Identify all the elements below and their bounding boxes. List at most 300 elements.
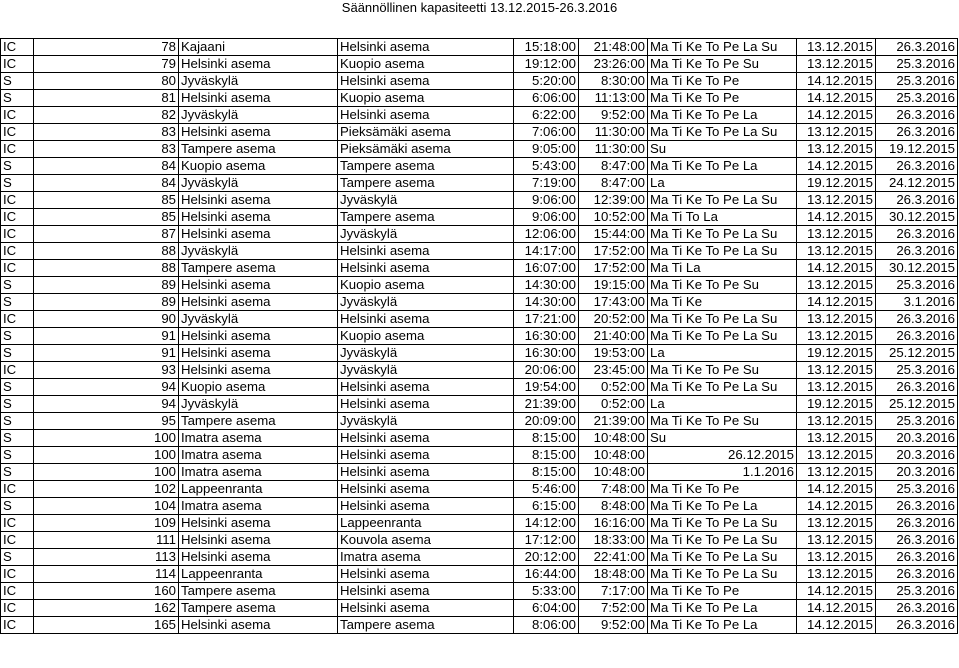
valid-to-cell: 26.3.2016 — [876, 226, 958, 243]
valid-from-cell: 13.12.2015 — [797, 124, 876, 141]
valid-from-cell: 14.12.2015 — [797, 107, 876, 124]
arrival-cell: 18:48:00 — [579, 566, 648, 583]
train-type-cell: S — [1, 447, 34, 464]
origin-cell: Imatra asema — [179, 430, 338, 447]
train-number-cell: 78 — [34, 39, 179, 56]
origin-cell: Jyväskylä — [179, 107, 338, 124]
origin-cell: Helsinki asema — [179, 345, 338, 362]
departure-cell: 14:12:00 — [514, 515, 579, 532]
operating-days-cell: Ma Ti Ke To Pe — [648, 73, 797, 90]
operating-days-cell: Ma Ti Ke To Pe La — [648, 600, 797, 617]
valid-from-cell: 13.12.2015 — [797, 328, 876, 345]
train-number-cell: 109 — [34, 515, 179, 532]
valid-to-cell: 25.3.2016 — [876, 413, 958, 430]
operating-days-cell: Ma Ti Ke To Pe La Su — [648, 311, 797, 328]
destination-cell: Jyväskylä — [338, 345, 514, 362]
operating-days-cell: La — [648, 396, 797, 413]
valid-from-cell: 13.12.2015 — [797, 39, 876, 56]
train-number-cell: 100 — [34, 447, 179, 464]
origin-cell: Lappeenranta — [179, 566, 338, 583]
train-number-cell: 90 — [34, 311, 179, 328]
departure-cell: 8:15:00 — [514, 464, 579, 481]
train-type-cell: IC — [1, 226, 34, 243]
table-row — [1, 583, 958, 600]
destination-cell: Imatra asema — [338, 549, 514, 566]
table-row — [1, 600, 958, 617]
valid-to-cell: 25.3.2016 — [876, 583, 958, 600]
train-number-cell: 82 — [34, 107, 179, 124]
origin-cell: Helsinki asema — [179, 532, 338, 549]
table-row — [1, 209, 958, 226]
table-row — [1, 328, 958, 345]
valid-from-cell: 13.12.2015 — [797, 379, 876, 396]
table-row — [1, 56, 958, 73]
origin-cell: Tampere asema — [179, 141, 338, 158]
destination-cell: Helsinki asema — [338, 600, 514, 617]
arrival-cell: 7:52:00 — [579, 600, 648, 617]
arrival-cell: 7:48:00 — [579, 481, 648, 498]
operating-days-cell: La — [648, 345, 797, 362]
departure-cell: 14:30:00 — [514, 277, 579, 294]
valid-to-cell: 30.12.2015 — [876, 209, 958, 226]
valid-to-cell: 26.3.2016 — [876, 311, 958, 328]
valid-to-cell: 26.3.2016 — [876, 158, 958, 175]
operating-days-cell: Su — [648, 141, 797, 158]
train-type-cell: IC — [1, 192, 34, 209]
train-number-cell: 102 — [34, 481, 179, 498]
valid-from-cell: 13.12.2015 — [797, 192, 876, 209]
train-number-cell: 93 — [34, 362, 179, 379]
valid-from-cell: 14.12.2015 — [797, 583, 876, 600]
operating-days-cell: Ma Ti Ke To Pe Su — [648, 413, 797, 430]
train-type-cell: S — [1, 464, 34, 481]
train-type-cell: S — [1, 345, 34, 362]
table-row — [1, 413, 958, 430]
valid-to-cell: 19.12.2015 — [876, 141, 958, 158]
table-row — [1, 345, 958, 362]
train-type-cell: IC — [1, 532, 34, 549]
valid-from-cell: 13.12.2015 — [797, 464, 876, 481]
origin-cell: Jyväskylä — [179, 311, 338, 328]
origin-cell: Helsinki asema — [179, 209, 338, 226]
valid-from-cell: 14.12.2015 — [797, 90, 876, 107]
destination-cell: Helsinki asema — [338, 73, 514, 90]
train-type-cell: IC — [1, 39, 34, 56]
destination-cell: Jyväskylä — [338, 192, 514, 209]
origin-cell: Kuopio asema — [179, 158, 338, 175]
departure-cell: 19:12:00 — [514, 56, 579, 73]
destination-cell: Tampere asema — [338, 158, 514, 175]
arrival-cell: 17:52:00 — [579, 243, 648, 260]
destination-cell: Tampere asema — [338, 617, 514, 634]
arrival-cell: 7:17:00 — [579, 583, 648, 600]
operating-days-cell: Ma Ti Ke To Pe La Su — [648, 226, 797, 243]
origin-cell: Jyväskylä — [179, 175, 338, 192]
valid-to-cell: 26.3.2016 — [876, 532, 958, 549]
table-row — [1, 464, 958, 481]
operating-days-cell: Ma Ti Ke To Pe — [648, 481, 797, 498]
table-row — [1, 73, 958, 90]
operating-days-cell: Ma Ti Ke To Pe La Su — [648, 192, 797, 209]
departure-cell: 17:12:00 — [514, 532, 579, 549]
operating-days-cell: Ma Ti Ke To Pe La Su — [648, 566, 797, 583]
train-type-cell: IC — [1, 311, 34, 328]
valid-from-cell: 13.12.2015 — [797, 56, 876, 73]
arrival-cell: 10:48:00 — [579, 464, 648, 481]
arrival-cell: 8:30:00 — [579, 73, 648, 90]
departure-cell: 6:15:00 — [514, 498, 579, 515]
valid-to-cell: 26.3.2016 — [876, 379, 958, 396]
arrival-cell: 10:52:00 — [579, 209, 648, 226]
arrival-cell: 19:15:00 — [579, 277, 648, 294]
table-row — [1, 277, 958, 294]
destination-cell: Helsinki asema — [338, 260, 514, 277]
train-number-cell: 114 — [34, 566, 179, 583]
departure-cell: 5:33:00 — [514, 583, 579, 600]
valid-to-cell: 26.3.2016 — [876, 243, 958, 260]
origin-cell: Jyväskylä — [179, 73, 338, 90]
operating-days-cell: Ma Ti Ke To Pe — [648, 583, 797, 600]
departure-cell: 16:44:00 — [514, 566, 579, 583]
train-type-cell: S — [1, 90, 34, 107]
operating-days-cell: Ma Ti La — [648, 260, 797, 277]
arrival-cell: 9:52:00 — [579, 617, 648, 634]
train-type-cell: IC — [1, 583, 34, 600]
destination-cell: Helsinki asema — [338, 481, 514, 498]
table-row — [1, 192, 958, 209]
train-number-cell: 83 — [34, 124, 179, 141]
train-number-cell: 113 — [34, 549, 179, 566]
arrival-cell: 0:52:00 — [579, 396, 648, 413]
origin-cell: Tampere asema — [179, 600, 338, 617]
valid-from-cell: 13.12.2015 — [797, 362, 876, 379]
table-row — [1, 158, 958, 175]
departure-cell: 16:30:00 — [514, 345, 579, 362]
arrival-cell: 17:43:00 — [579, 294, 648, 311]
valid-to-cell: 25.12.2015 — [876, 345, 958, 362]
departure-cell: 7:19:00 — [514, 175, 579, 192]
valid-from-cell: 14.12.2015 — [797, 294, 876, 311]
train-number-cell: 111 — [34, 532, 179, 549]
destination-cell: Kouvola asema — [338, 532, 514, 549]
operating-days-cell: Ma Ti Ke To Pe La — [648, 158, 797, 175]
departure-cell: 8:15:00 — [514, 430, 579, 447]
operating-days-cell: 1.1.2016 — [648, 464, 797, 481]
train-number-cell: 85 — [34, 209, 179, 226]
valid-to-cell: 20.3.2016 — [876, 464, 958, 481]
arrival-cell: 11:30:00 — [579, 141, 648, 158]
origin-cell: Helsinki asema — [179, 294, 338, 311]
valid-from-cell: 19.12.2015 — [797, 396, 876, 413]
destination-cell: Helsinki asema — [338, 311, 514, 328]
table-row — [1, 226, 958, 243]
train-number-cell: 87 — [34, 226, 179, 243]
train-number-cell: 94 — [34, 396, 179, 413]
valid-to-cell: 25.3.2016 — [876, 277, 958, 294]
departure-cell: 17:21:00 — [514, 311, 579, 328]
departure-cell: 20:12:00 — [514, 549, 579, 566]
train-number-cell: 80 — [34, 73, 179, 90]
origin-cell: Tampere asema — [179, 583, 338, 600]
destination-cell: Helsinki asema — [338, 39, 514, 56]
table-row — [1, 566, 958, 583]
table-row — [1, 141, 958, 158]
train-number-cell: 89 — [34, 277, 179, 294]
origin-cell: Jyväskylä — [179, 243, 338, 260]
origin-cell: Helsinki asema — [179, 277, 338, 294]
table-row — [1, 107, 958, 124]
train-type-cell: S — [1, 328, 34, 345]
arrival-cell: 23:26:00 — [579, 56, 648, 73]
valid-from-cell: 14.12.2015 — [797, 73, 876, 90]
arrival-cell: 16:16:00 — [579, 515, 648, 532]
origin-cell: Helsinki asema — [179, 362, 338, 379]
origin-cell: Helsinki asema — [179, 192, 338, 209]
table-row — [1, 39, 958, 56]
train-number-cell: 88 — [34, 243, 179, 260]
operating-days-cell: Ma Ti Ke To Pe La Su — [648, 379, 797, 396]
departure-cell: 8:15:00 — [514, 447, 579, 464]
table-row — [1, 498, 958, 515]
destination-cell: Tampere asema — [338, 209, 514, 226]
valid-to-cell: 25.3.2016 — [876, 90, 958, 107]
destination-cell: Kuopio asema — [338, 56, 514, 73]
train-type-cell: S — [1, 498, 34, 515]
table-row — [1, 311, 958, 328]
arrival-cell: 8:48:00 — [579, 498, 648, 515]
schedule-body — [1, 39, 958, 634]
origin-cell: Helsinki asema — [179, 617, 338, 634]
train-number-cell: 83 — [34, 141, 179, 158]
valid-to-cell: 30.12.2015 — [876, 260, 958, 277]
origin-cell: Helsinki asema — [179, 56, 338, 73]
departure-cell: 21:39:00 — [514, 396, 579, 413]
destination-cell: Tampere asema — [338, 175, 514, 192]
valid-to-cell: 25.3.2016 — [876, 56, 958, 73]
train-type-cell: IC — [1, 617, 34, 634]
destination-cell: Helsinki asema — [338, 566, 514, 583]
train-type-cell: S — [1, 430, 34, 447]
destination-cell: Jyväskylä — [338, 362, 514, 379]
table-row — [1, 447, 958, 464]
train-type-cell: S — [1, 175, 34, 192]
table-row — [1, 294, 958, 311]
train-type-cell: IC — [1, 124, 34, 141]
operating-days-cell: Ma Ti Ke To Pe La — [648, 498, 797, 515]
valid-from-cell: 13.12.2015 — [797, 141, 876, 158]
destination-cell: Helsinki asema — [338, 396, 514, 413]
departure-cell: 14:30:00 — [514, 294, 579, 311]
table-row — [1, 481, 958, 498]
train-type-cell: IC — [1, 481, 34, 498]
train-number-cell: 94 — [34, 379, 179, 396]
valid-from-cell: 14.12.2015 — [797, 209, 876, 226]
table-row — [1, 260, 958, 277]
valid-from-cell: 13.12.2015 — [797, 549, 876, 566]
valid-from-cell: 13.12.2015 — [797, 226, 876, 243]
valid-to-cell: 26.3.2016 — [876, 107, 958, 124]
table-row — [1, 396, 958, 413]
valid-from-cell: 13.12.2015 — [797, 311, 876, 328]
valid-from-cell: 13.12.2015 — [797, 413, 876, 430]
departure-cell: 16:30:00 — [514, 328, 579, 345]
departure-cell: 9:06:00 — [514, 209, 579, 226]
table-row — [1, 362, 958, 379]
origin-cell: Kajaani — [179, 39, 338, 56]
departure-cell: 14:17:00 — [514, 243, 579, 260]
destination-cell: Helsinki asema — [338, 107, 514, 124]
operating-days-cell: Ma Ti Ke To Pe La — [648, 617, 797, 634]
arrival-cell: 23:45:00 — [579, 362, 648, 379]
destination-cell: Helsinki asema — [338, 430, 514, 447]
train-number-cell: 100 — [34, 430, 179, 447]
valid-to-cell: 24.12.2015 — [876, 175, 958, 192]
train-type-cell: S — [1, 396, 34, 413]
origin-cell: Tampere asema — [179, 260, 338, 277]
departure-cell: 8:06:00 — [514, 617, 579, 634]
train-type-cell: S — [1, 549, 34, 566]
destination-cell: Helsinki asema — [338, 583, 514, 600]
operating-days-cell: Ma Ti Ke To Pe La — [648, 107, 797, 124]
valid-to-cell: 26.3.2016 — [876, 124, 958, 141]
origin-cell: Helsinki asema — [179, 515, 338, 532]
operating-days-cell: Ma Ti Ke — [648, 294, 797, 311]
table-row — [1, 617, 958, 634]
arrival-cell: 9:52:00 — [579, 107, 648, 124]
table-row — [1, 532, 958, 549]
train-number-cell: 81 — [34, 90, 179, 107]
arrival-cell: 17:52:00 — [579, 260, 648, 277]
valid-from-cell: 14.12.2015 — [797, 617, 876, 634]
valid-to-cell: 26.3.2016 — [876, 600, 958, 617]
operating-days-cell: Ma Ti To La — [648, 209, 797, 226]
valid-to-cell: 3.1.2016 — [876, 294, 958, 311]
valid-to-cell: 26.3.2016 — [876, 192, 958, 209]
valid-from-cell: 13.12.2015 — [797, 532, 876, 549]
train-type-cell: IC — [1, 141, 34, 158]
destination-cell: Lappeenranta — [338, 515, 514, 532]
valid-to-cell: 26.3.2016 — [876, 549, 958, 566]
departure-cell: 20:06:00 — [514, 362, 579, 379]
train-type-cell: IC — [1, 600, 34, 617]
valid-from-cell: 14.12.2015 — [797, 498, 876, 515]
valid-from-cell: 13.12.2015 — [797, 515, 876, 532]
destination-cell: Helsinki asema — [338, 447, 514, 464]
train-type-cell: S — [1, 277, 34, 294]
origin-cell: Imatra asema — [179, 498, 338, 515]
origin-cell: Imatra asema — [179, 447, 338, 464]
train-number-cell: 104 — [34, 498, 179, 515]
train-type-cell: S — [1, 413, 34, 430]
departure-cell: 6:04:00 — [514, 600, 579, 617]
departure-cell: 9:05:00 — [514, 141, 579, 158]
operating-days-cell: Ma Ti Ke To Pe Su — [648, 56, 797, 73]
destination-cell: Helsinki asema — [338, 243, 514, 260]
destination-cell: Jyväskylä — [338, 226, 514, 243]
operating-days-cell: Ma Ti Ke To Pe — [648, 90, 797, 107]
valid-from-cell: 13.12.2015 — [797, 430, 876, 447]
valid-to-cell: 26.3.2016 — [876, 617, 958, 634]
operating-days-cell: Ma Ti Ke To Pe La Su — [648, 39, 797, 56]
departure-cell: 5:46:00 — [514, 481, 579, 498]
departure-cell: 6:06:00 — [514, 90, 579, 107]
origin-cell: Kuopio asema — [179, 379, 338, 396]
schedule-table — [0, 38, 958, 634]
train-number-cell: 79 — [34, 56, 179, 73]
valid-to-cell: 25.3.2016 — [876, 481, 958, 498]
arrival-cell: 22:41:00 — [579, 549, 648, 566]
arrival-cell: 11:13:00 — [579, 90, 648, 107]
table-row — [1, 549, 958, 566]
valid-from-cell: 13.12.2015 — [797, 277, 876, 294]
arrival-cell: 8:47:00 — [579, 158, 648, 175]
valid-to-cell: 25.3.2016 — [876, 362, 958, 379]
departure-cell: 6:22:00 — [514, 107, 579, 124]
arrival-cell: 21:39:00 — [579, 413, 648, 430]
train-type-cell: S — [1, 158, 34, 175]
destination-cell: Pieksämäki asema — [338, 124, 514, 141]
train-number-cell: 91 — [34, 345, 179, 362]
train-number-cell: 160 — [34, 583, 179, 600]
arrival-cell: 10:48:00 — [579, 430, 648, 447]
table-row — [1, 124, 958, 141]
destination-cell: Jyväskylä — [338, 294, 514, 311]
destination-cell: Helsinki asema — [338, 379, 514, 396]
train-number-cell: 89 — [34, 294, 179, 311]
destination-cell: Helsinki asema — [338, 464, 514, 481]
train-number-cell: 85 — [34, 192, 179, 209]
operating-days-cell: Ma Ti Ke To Pe La Su — [648, 124, 797, 141]
arrival-cell: 10:48:00 — [579, 447, 648, 464]
train-number-cell: 91 — [34, 328, 179, 345]
origin-cell: Helsinki asema — [179, 328, 338, 345]
origin-cell: Jyväskylä — [179, 396, 338, 413]
train-type-cell: IC — [1, 56, 34, 73]
train-type-cell: IC — [1, 107, 34, 124]
table-row — [1, 430, 958, 447]
operating-days-cell: 26.12.2015 — [648, 447, 797, 464]
train-type-cell: IC — [1, 362, 34, 379]
origin-cell: Tampere asema — [179, 413, 338, 430]
departure-cell: 15:18:00 — [514, 39, 579, 56]
departure-cell: 5:43:00 — [514, 158, 579, 175]
operating-days-cell: Su — [648, 430, 797, 447]
departure-cell: 7:06:00 — [514, 124, 579, 141]
operating-days-cell: Ma Ti Ke To Pe Su — [648, 277, 797, 294]
departure-cell: 12:06:00 — [514, 226, 579, 243]
train-type-cell: IC — [1, 566, 34, 583]
operating-days-cell: Ma Ti Ke To Pe La Su — [648, 549, 797, 566]
valid-to-cell: 25.3.2016 — [876, 73, 958, 90]
valid-from-cell: 13.12.2015 — [797, 566, 876, 583]
valid-to-cell: 26.3.2016 — [876, 498, 958, 515]
valid-from-cell: 13.12.2015 — [797, 243, 876, 260]
origin-cell: Imatra asema — [179, 464, 338, 481]
train-number-cell: 100 — [34, 464, 179, 481]
operating-days-cell: Ma Ti Ke To Pe La Su — [648, 532, 797, 549]
train-number-cell: 84 — [34, 158, 179, 175]
arrival-cell: 21:48:00 — [579, 39, 648, 56]
operating-days-cell: Ma Ti Ke To Pe La Su — [648, 328, 797, 345]
operating-days-cell: Ma Ti Ke To Pe La Su — [648, 515, 797, 532]
train-number-cell: 88 — [34, 260, 179, 277]
departure-cell: 20:09:00 — [514, 413, 579, 430]
valid-to-cell: 25.12.2015 — [876, 396, 958, 413]
origin-cell: Helsinki asema — [179, 226, 338, 243]
arrival-cell: 0:52:00 — [579, 379, 648, 396]
train-number-cell: 84 — [34, 175, 179, 192]
valid-to-cell: 26.3.2016 — [876, 328, 958, 345]
